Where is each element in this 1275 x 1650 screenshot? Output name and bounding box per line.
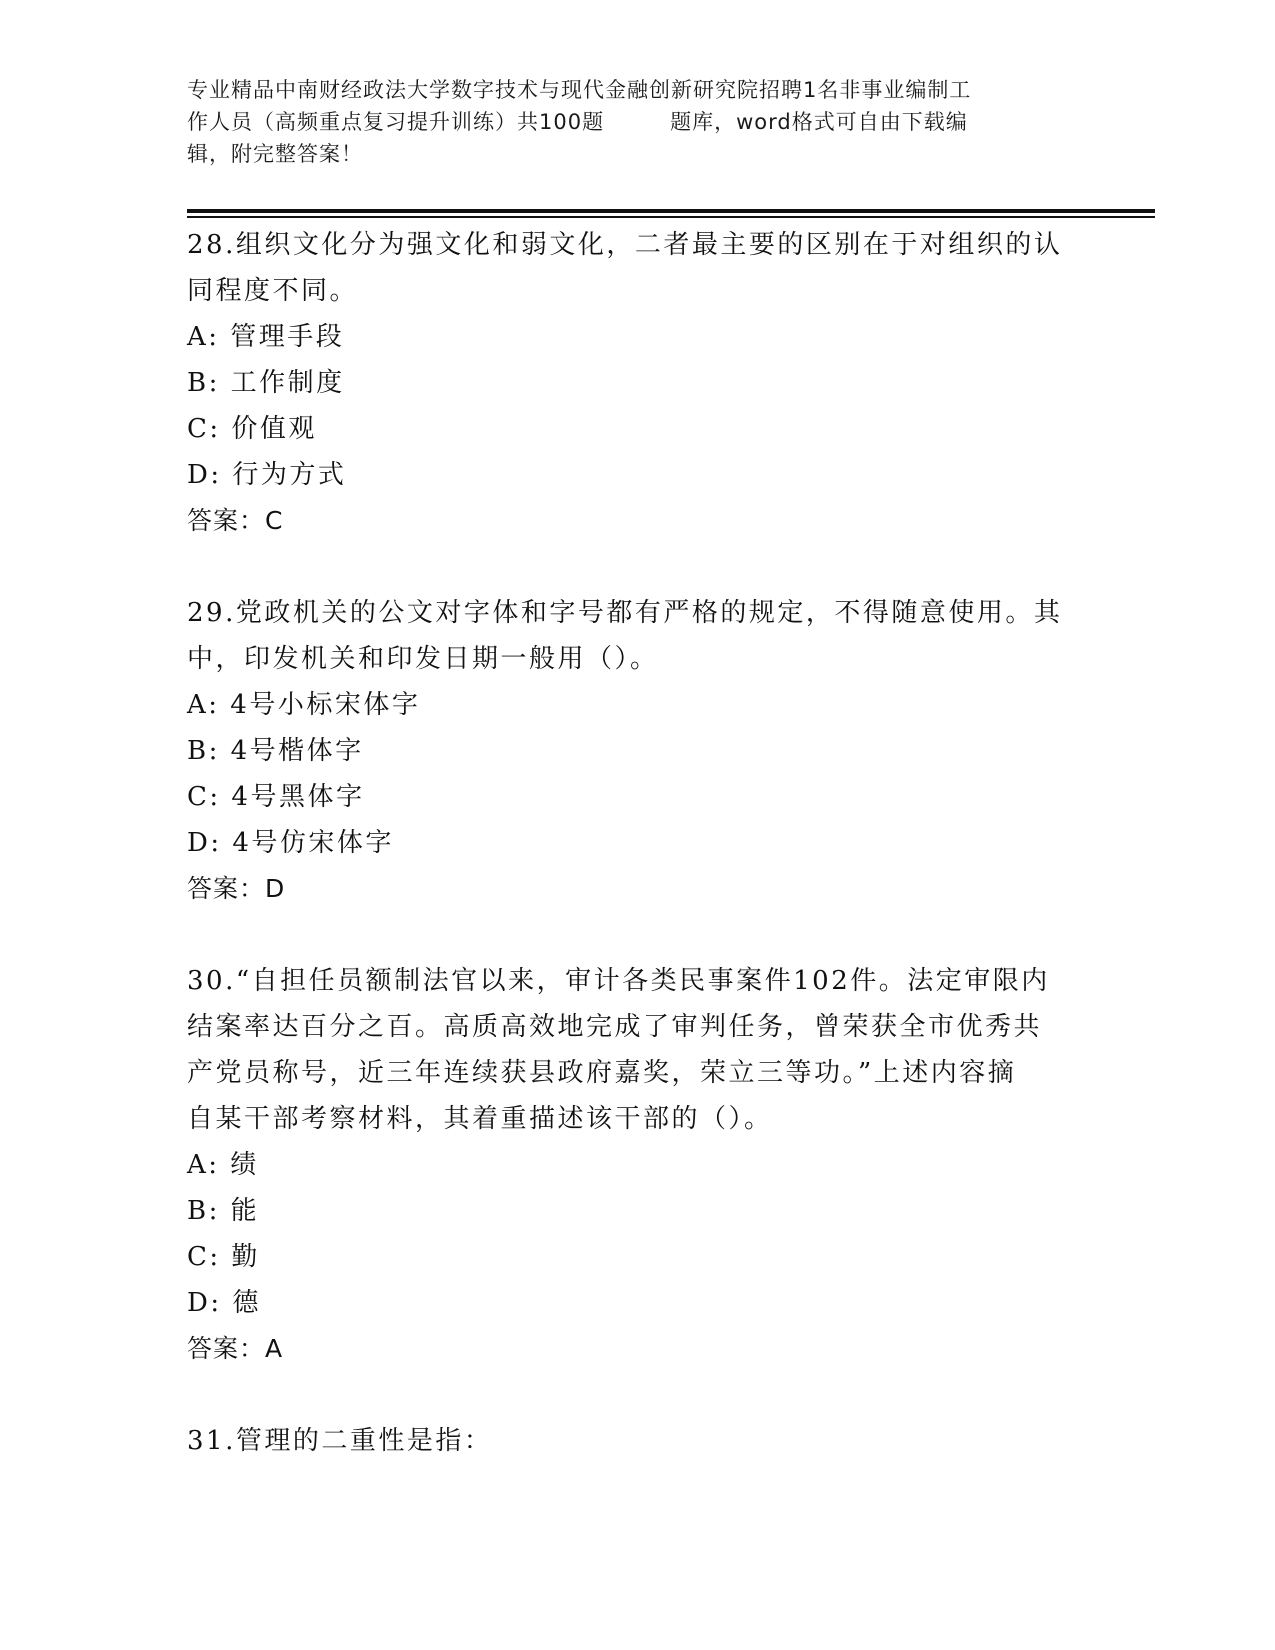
option-a: A: 绩 [187, 1150, 259, 1180]
option-a: A: 管理手段 [187, 322, 345, 352]
option-b: B: 4号楷体字 [187, 736, 364, 766]
answer-line: 答案：D [187, 874, 286, 903]
question-list [187, 222, 1087, 1464]
header-divider-thick [187, 209, 1155, 213]
question-29 [187, 590, 1087, 912]
question-stem [187, 222, 1087, 314]
question-spacer [187, 544, 1087, 590]
stem-line: 产党员称号，近三年连续获县政府嘉奖，荣立三等功。”上述内容摘 [187, 1058, 1017, 1088]
header-line: 辑，附完整答案！ [187, 142, 363, 166]
question-31 [187, 1418, 1087, 1464]
header-line: 专业精品中南财经政法大学数字技术与现代金融创新研究院招聘1名非事业编制工 [187, 78, 972, 102]
option-a: A: 4号小标宋体字 [187, 690, 421, 720]
stem-line: 中，印发机关和印发日期一般用（）。 [187, 644, 659, 674]
stem-line: 同程度不同。 [187, 276, 359, 306]
stem-line: 29.党政机关的公文对字体和字号都有严格的规定，不得随意使用。其 [187, 598, 1063, 628]
stem-line: 结案率达百分之百。高质高效地完成了审判任务，曾荣获全市优秀共 [187, 1012, 1043, 1042]
header-line: 作人员（高频重点复习提升训练）共100题 题库，word格式可自由下载编 [187, 110, 968, 134]
stem-line: 30.“自担任员额制法官以来，审计各类民事案件102件。法定审限内 [187, 966, 1050, 996]
answer-line: 答案：A [187, 1334, 284, 1363]
answer-line: 答案：C [187, 506, 284, 535]
option-c: C: 勤 [187, 1242, 260, 1272]
question-spacer [187, 912, 1087, 958]
question-30 [187, 958, 1087, 1372]
option-b: B: 能 [187, 1196, 260, 1226]
document-header [187, 74, 1087, 170]
stem-line: 31.管理的二重性是指： [187, 1426, 493, 1456]
option-b: B: 工作制度 [187, 368, 345, 398]
option-c: C: 4号黑体字 [187, 782, 365, 812]
option-d: D: 4号仿宋体字 [187, 828, 394, 858]
question-stem [187, 958, 1087, 1142]
stem-line: 自某干部考察材料，其着重描述该干部的（）。 [187, 1104, 773, 1134]
option-d: D: 德 [187, 1288, 261, 1318]
stem-line: 28.组织文化分为强文化和弱文化，二者最主要的区别在于对组织的认 [187, 230, 1063, 260]
option-c: C: 价值观 [187, 414, 317, 444]
header-divider-thin [187, 216, 1155, 218]
question-28 [187, 222, 1087, 544]
question-stem [187, 590, 1087, 682]
question-spacer [187, 1372, 1087, 1418]
question-stem [187, 1418, 1087, 1464]
option-d: D: 行为方式 [187, 460, 347, 490]
